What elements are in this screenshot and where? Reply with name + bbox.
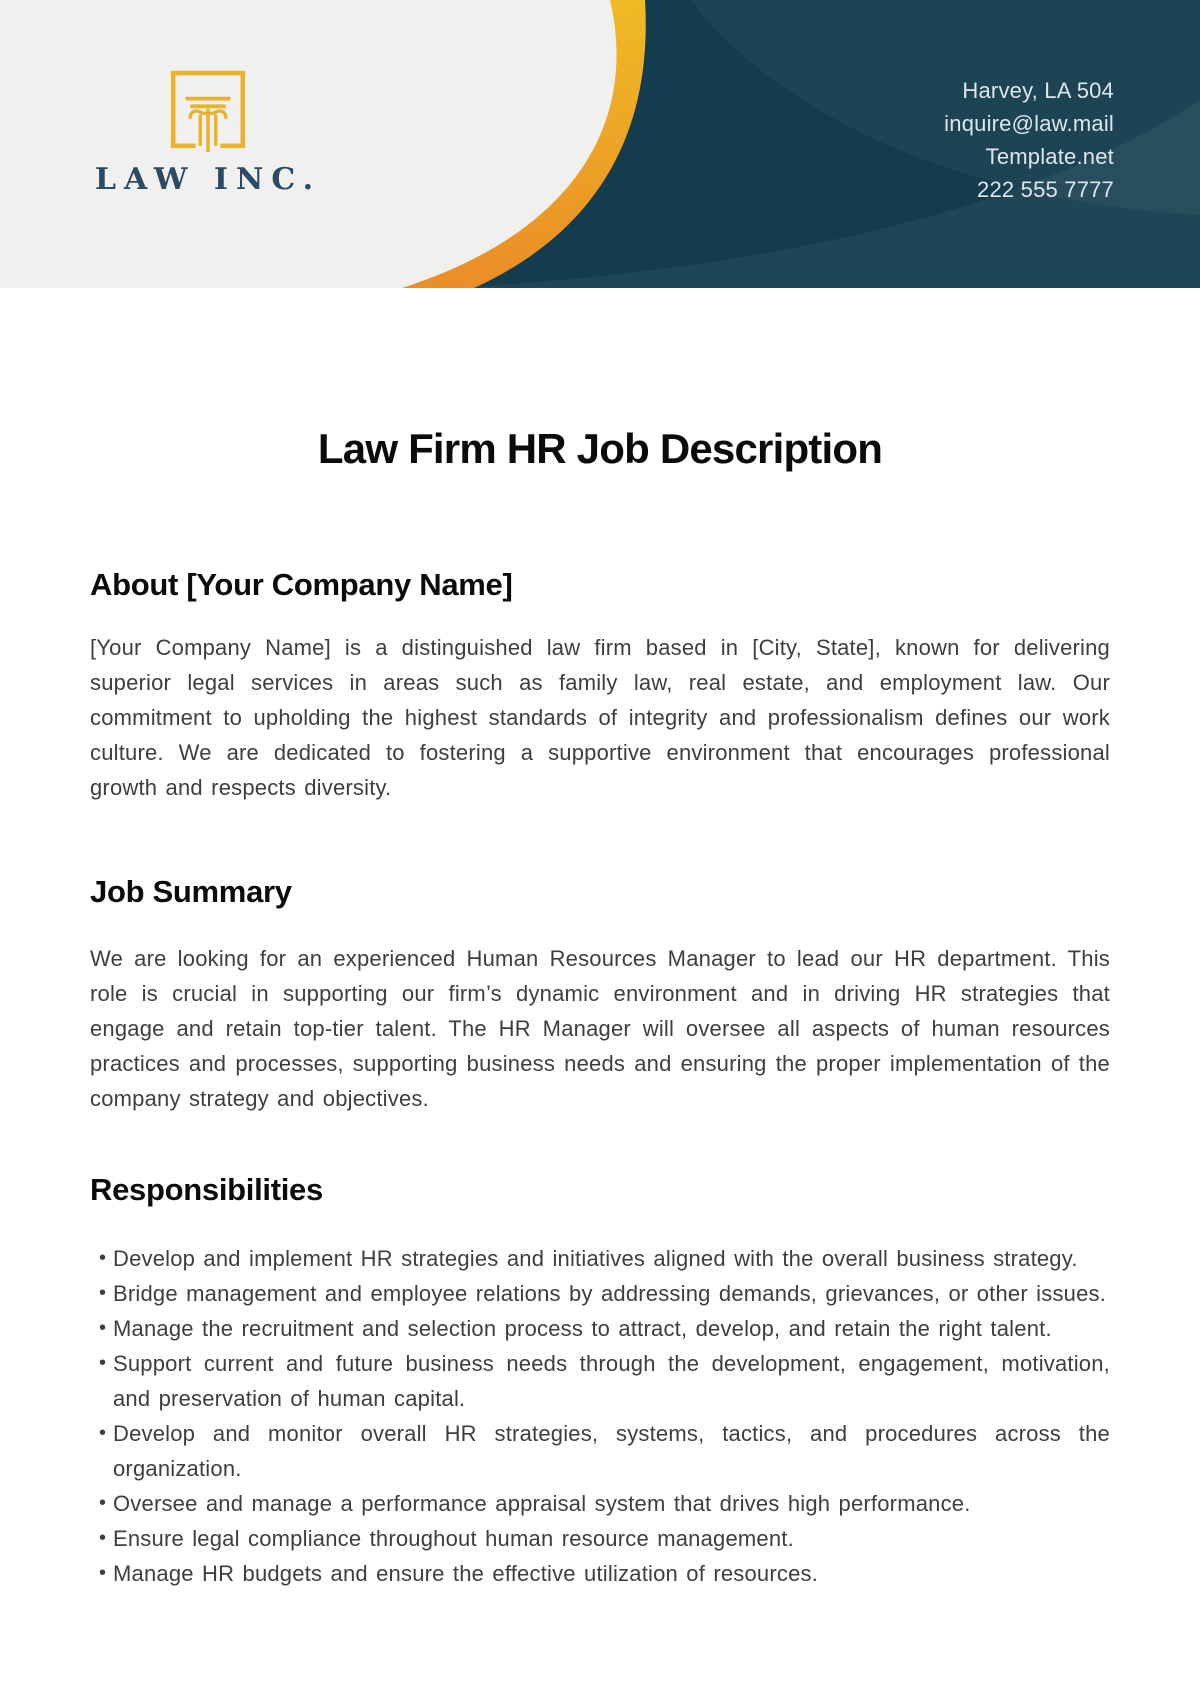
- list-item: • Oversee and manage a performance appraisal system that drives high performance.: [113, 1486, 1110, 1521]
- section-body-job-summary: We are looking for an experienced Human Resources Manager to lead our HR department. This role is crucial in supporting our firm’s dynamic environment and in driving HR strategies that engage and retain top-tier talent. The HR Manager will oversee all aspects of human resources practices and processes, supporting business needs and ensuring the proper implementation of the company strategy and objectives.: [90, 946, 1110, 1111]
- list-item: • Bridge management and employee relations by addressing demands, grievances, or other issues.: [113, 1276, 1110, 1311]
- contact-phone: 222 555 7777: [977, 177, 1114, 202]
- list-item: • Support current and future business needs through the development, engagement, motivation, and preservation of human capital.: [113, 1346, 1110, 1416]
- contact-website: Template.net: [985, 144, 1114, 169]
- list-item: • Manage HR budgets and ensure the effective utilization of resources.: [113, 1556, 1110, 1591]
- section-body-about: [Your Company Name] is a distinguished law firm based in [City, State], known for delivering superior legal services in areas such as family law, real estate, and employment law. Our commitment to upholding the highest standards of integrity and professionalism defines our work culture. We are dedicated to fostering a supportive environment that encourages professional growth and respects diversity.: [90, 635, 1110, 800]
- section-heading-about: About [Your Company Name]: [90, 567, 513, 602]
- list-item: • Manage the recruitment and selection process to attract, develop, and retain the right talent.: [113, 1311, 1110, 1346]
- section-heading-job-summary: Job Summary: [90, 874, 292, 909]
- page-title: Law Firm HR Job Description: [317, 425, 883, 472]
- company-name: LAW INC.: [94, 162, 322, 197]
- logo: [88, 70, 328, 197]
- contact-address: Harvey, LA 504: [962, 78, 1114, 103]
- section-heading-responsibilities: Responsibilities: [90, 1172, 323, 1207]
- list-item: • Develop and implement HR strategies and initiatives aligned with the overall business strategy.: [113, 1241, 1110, 1276]
- list-item: • Ensure legal compliance throughout human resource management.: [113, 1521, 1110, 1556]
- contact-block: [944, 74, 1114, 206]
- list-item: • Develop and monitor overall HR strategies, systems, tactics, and procedures across the organization.: [113, 1416, 1110, 1486]
- responsibilities-list: [90, 1241, 1110, 1591]
- header: [0, 0, 1200, 288]
- pillar-icon: [169, 70, 247, 152]
- contact-email: inquire@law.mail: [944, 111, 1114, 136]
- document-body: [90, 424, 1110, 1591]
